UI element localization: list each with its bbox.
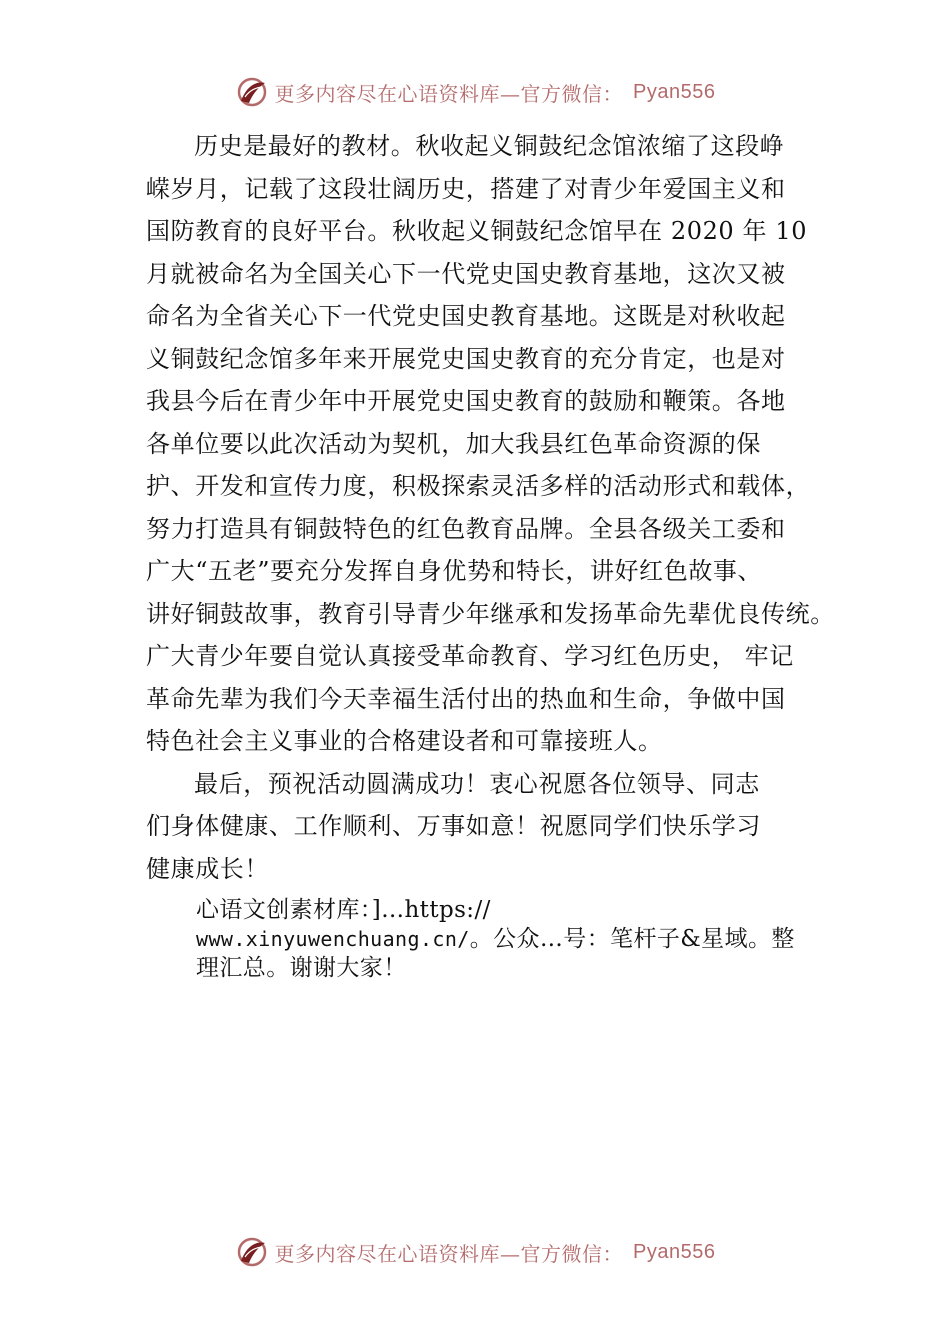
brush-swirl-icon: [235, 75, 269, 109]
text-line: 我县今后在青少年中开展党史国史教育的鼓励和鞭策。各地: [146, 387, 786, 415]
paragraph-1: [146, 125, 836, 763]
text-line: 广大青少年要自觉认真接受革命教育、学习红色历史， 牢记: [146, 642, 794, 670]
website-link[interactable]: www.xinyuwenchuang.cn/: [196, 927, 470, 951]
brush-swirl-icon: [235, 1235, 269, 1269]
wechat-account: Pyan556: [633, 1240, 716, 1263]
note-line-3: 理汇总。谢谢大家！: [196, 955, 407, 981]
text-line: 国防教育的良好平台。秋收起义铜鼓纪念馆早在 2020 年 10: [146, 217, 808, 245]
text-line: 历史是最好的教材。秋收起义铜鼓纪念馆浓缩了这段峥: [194, 132, 785, 160]
text-line: 各单位要以此次活动为契机，加大我县红色革命资源的保: [146, 429, 761, 458]
text-line: 讲好铜鼓故事，教育引导青少年继承和发扬革命先辈优良传统。: [146, 599, 835, 628]
note-line-2: [196, 925, 836, 954]
document-body: [146, 125, 836, 890]
note-line-1: 心语文创素材库：]…https://: [196, 897, 491, 923]
footer-watermark: [0, 1232, 950, 1272]
source-note: [196, 896, 836, 983]
brand-text: 更多内容尽在心语资料库—官方微信：: [274, 1241, 624, 1266]
text-line: 命名为全省关心下一代党史国史教育基地。这既是对秋收起: [146, 302, 786, 330]
brand-line: [235, 75, 716, 109]
wechat-account: Pyan556: [633, 80, 716, 103]
brand-text: 更多内容尽在心语资料库—官方微信：: [274, 81, 624, 106]
text-line: 们身体健康、工作顺利、万事如意！祝愿同学们快乐学习: [146, 812, 761, 840]
text-line: 护、开发和宣传力度，积极探索灵活多样的活动形式和载体，: [146, 472, 811, 500]
brand-line: [235, 1235, 716, 1269]
text-line: 健康成长！: [146, 854, 269, 883]
text-line: 义铜鼓纪念馆多年来开展党史国史教育的充分肯定，也是对: [146, 344, 786, 373]
paragraph-2: [146, 763, 836, 891]
note-line-2-rest: 。公众…号：笔杆子&星域。整: [469, 926, 795, 952]
text-line: 努力打造具有铜鼓特色的红色教育品牌。全县各级关工委和: [146, 514, 786, 543]
text-line: 嵘岁月，记载了这段壮阔历史，搭建了对青少年爱国主义和: [146, 174, 786, 203]
text-line: 最后，预祝活动圆满成功！衷心祝愿各位领导、同志: [194, 769, 760, 798]
text-line: 革命先辈为我们今天幸福生活付出的热血和生命，争做中国: [146, 684, 786, 713]
text-line: 广大“五老”要充分发挥自身优势和特长，讲好红色故事、: [146, 557, 763, 585]
text-line: 月就被命名为全国关心下一代党史国史教育基地，这次又被: [146, 259, 786, 288]
text-line: 特色社会主义事业的合格建设者和可靠接班人。: [146, 727, 663, 755]
header-watermark: [0, 72, 950, 112]
